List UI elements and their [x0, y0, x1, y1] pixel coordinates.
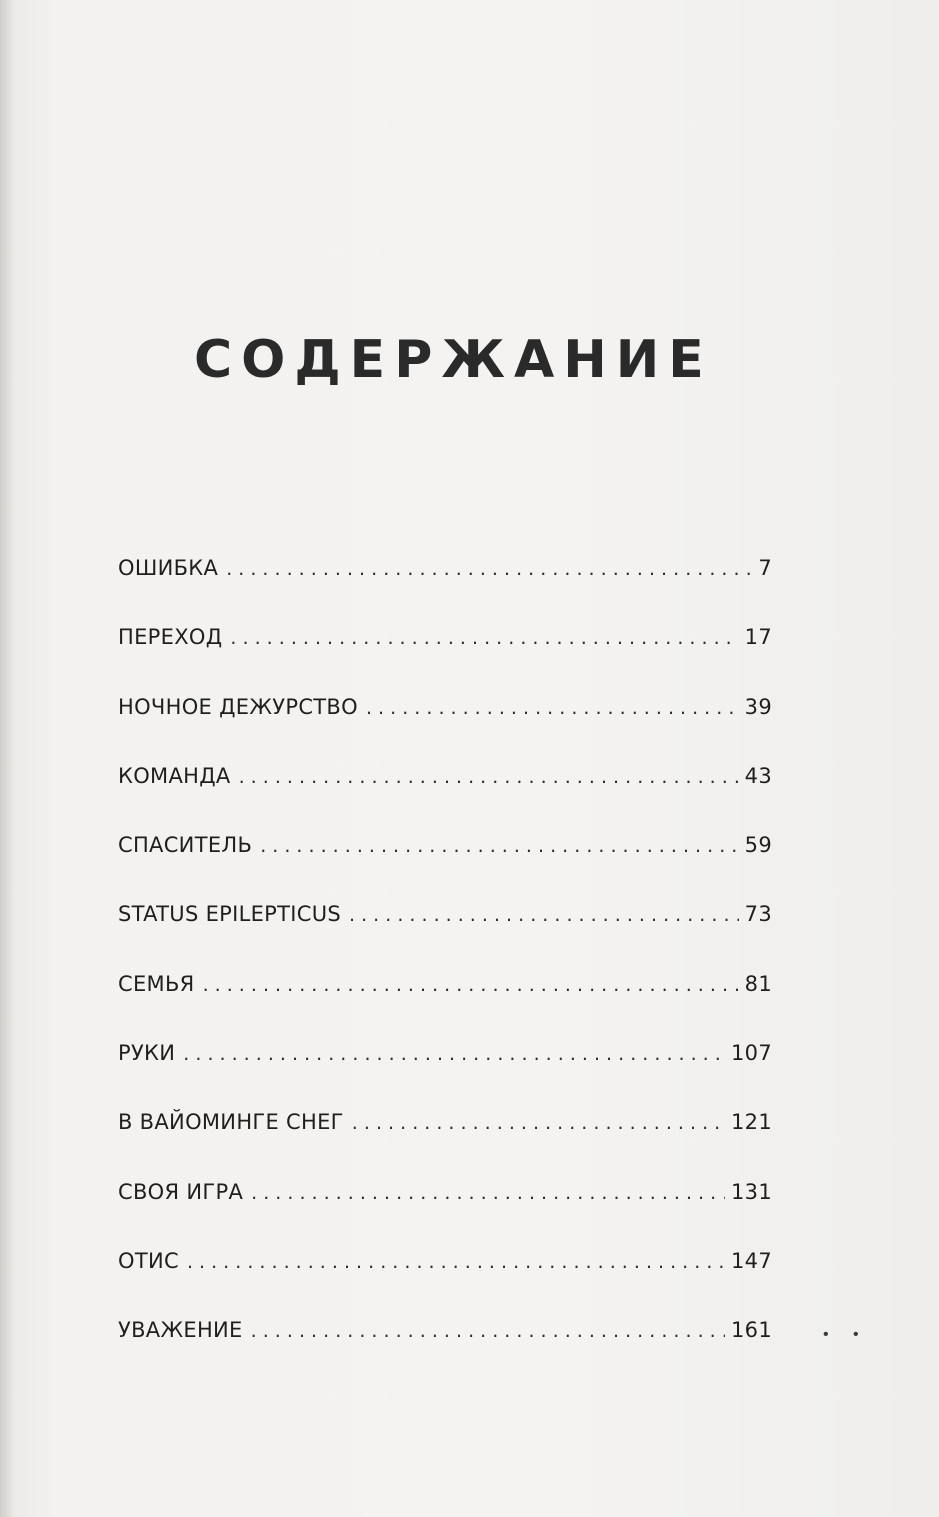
- toc-entry: [118, 896, 772, 965]
- page-title: СОДЕРЖАНИЕ: [194, 330, 713, 390]
- toc-entry-title: ПЕРЕХОД: [118, 625, 223, 650]
- toc-entry: [118, 827, 772, 896]
- toc-entry-title: НОЧНОЕ ДЕЖУРСТВО: [118, 694, 358, 719]
- toc-entry: [118, 619, 772, 688]
- toc-entry: [118, 689, 772, 758]
- toc-entry: [118, 1312, 772, 1381]
- toc-entry-page: 107: [731, 1041, 772, 1066]
- toc-entry-title: СПАСИТЕЛЬ: [118, 833, 253, 858]
- toc-entry: [118, 758, 772, 827]
- toc-entry: [118, 1104, 772, 1173]
- toc-entry-page: 147: [731, 1248, 772, 1273]
- toc-leader-dots: [239, 759, 739, 795]
- toc-entry-title: УВАЖЕНИЕ: [118, 1318, 243, 1343]
- toc-leader-dots: [230, 620, 738, 656]
- page-gutter-shadow: [0, 0, 14, 1517]
- toc-entry-page: 43: [744, 763, 772, 788]
- toc-entry-page: 121: [731, 1110, 772, 1135]
- toc-leader-dots: [187, 1244, 725, 1280]
- toc-leader-dots: [251, 1175, 725, 1211]
- print-marks: • •: [823, 1326, 869, 1343]
- toc-entry-title: КОМАНДА: [118, 763, 231, 788]
- toc-entry-title: ОШИБКА: [118, 556, 219, 580]
- toc-entry-title: ОТИС: [118, 1248, 179, 1273]
- toc-leader-dots: [366, 690, 739, 726]
- toc-leader-dots: [203, 967, 739, 1003]
- table-of-contents: [118, 550, 772, 1382]
- toc-entry-page: 81: [744, 971, 772, 996]
- toc-entry: [118, 1035, 772, 1104]
- toc-entry-page: 73: [744, 902, 772, 927]
- toc-leader-dots: [260, 828, 738, 864]
- toc-leader-dots: [349, 897, 739, 933]
- toc-entry-title: РУКИ: [118, 1041, 176, 1066]
- toc-entry-page: 59: [744, 833, 772, 858]
- toc-entry: [118, 1243, 772, 1312]
- toc-entry-title: СЕМЬЯ: [118, 971, 195, 996]
- toc-leader-dots: [251, 1313, 725, 1349]
- toc-leader-dots: [226, 551, 752, 587]
- toc-entry: [118, 966, 772, 1035]
- toc-entry-page: 161: [731, 1318, 772, 1343]
- toc-entry-page: 39: [744, 694, 772, 719]
- toc-entry-title: В ВАЙОМИНГЕ СНЕГ: [118, 1110, 344, 1135]
- toc-entry-page: 17: [744, 625, 772, 650]
- toc-entry-title: СВОЯ ИГРА: [118, 1179, 244, 1204]
- toc-entry-page: 7: [758, 556, 772, 580]
- toc-entry-title: STATUS EPILEPTICUS: [118, 902, 342, 927]
- toc-entry: [118, 550, 772, 619]
- toc-entry-page: 131: [731, 1179, 772, 1204]
- toc-leader-dots: [352, 1105, 725, 1141]
- toc-leader-dots: [183, 1036, 725, 1072]
- toc-entry: [118, 1174, 772, 1243]
